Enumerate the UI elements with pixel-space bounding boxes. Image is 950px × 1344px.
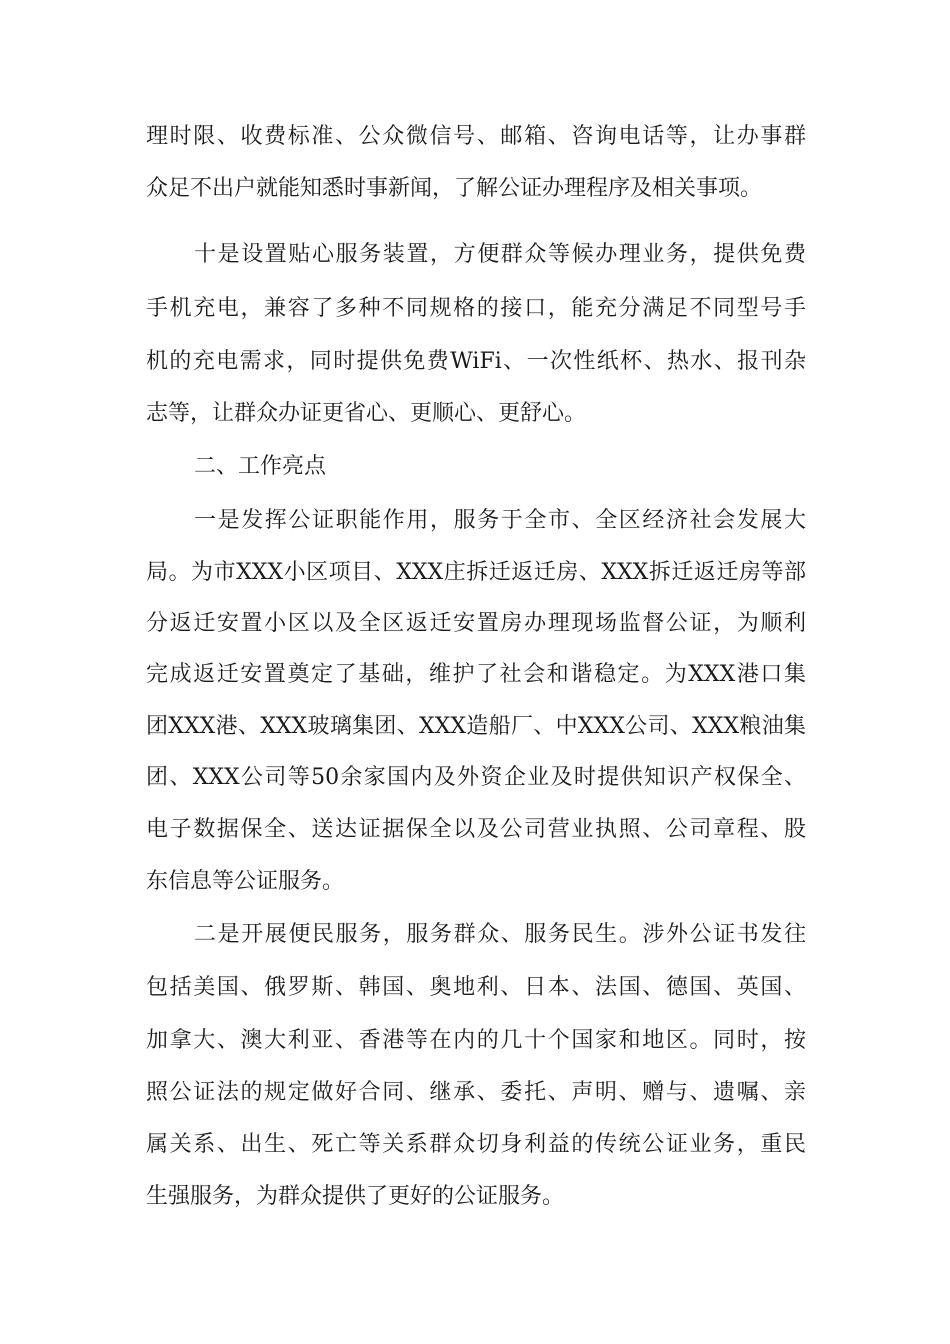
text-line: 机的充电需求，同时提供免费WiFi、一次性纸杯、热水、报刊杂 — [146, 349, 806, 374]
text-line: 照公证法的规定做好合同、继承、委托、声明、赠与、遗嘱、亲 — [146, 1080, 806, 1105]
text-line: 完成返迁安置奠定了基础，维护了社会和谐稳定。为XXX港口集 — [146, 662, 806, 687]
text-line: 局。为市XXX小区项目、XXX庄拆迁返迁房、XXX拆迁返迁房等部 — [146, 560, 806, 585]
text-line: 生强服务，为群众提供了更好的公证服务。 — [146, 1184, 565, 1209]
text-line: 众足不出户就能知悉时事新闻，了解公证办理程序及相关事项。 — [146, 176, 763, 201]
text-line: 手机充电，兼容了多种不同规格的接口，能充分满足不同型号手 — [146, 296, 806, 321]
text-line: 分返迁安置小区以及全区返迁安置房办理现场监督公证，为顺利 — [146, 611, 806, 636]
text-line: 理时限、收费标准、公众微信号、邮箱、咨询电话等，让办事群 — [146, 124, 806, 149]
text-line: 电子数据保全、送达证据保全以及公司营业执照、公司章程、股 — [146, 817, 806, 842]
paragraph-first-line: 一是发挥公证职能作用，服务于全市、全区经济社会发展大 — [194, 508, 806, 533]
text-line: 属关系、出生、死亡等关系群众切身利益的传统公证业务，重民 — [146, 1132, 806, 1157]
text-line: 包括美国、俄罗斯、韩国、奥地利、日本、法国、德国、英国、 — [146, 975, 806, 1000]
text-line: 加拿大、澳大利亚、香港等在内的几十个国家和地区。同时，按 — [146, 1028, 806, 1053]
text-line: 志等，让群众办证更省心、更顺心、更舒心。 — [146, 401, 587, 426]
paragraph-first-line: 二是开展便民服务，服务群众、服务民生。涉外公证书发往 — [194, 922, 806, 947]
text-line: 团、XXX公司等50余家国内及外资企业及时提供知识产权保全、 — [146, 765, 806, 790]
text-line: 东信息等公证服务。 — [146, 869, 345, 894]
section-heading: 二、工作亮点 — [194, 454, 327, 479]
text-line: 团XXX港、XXX玻璃集团、XXX造船厂、中XXX公司、XXX粮油集 — [146, 714, 806, 739]
paragraph-first-line: 十是设置贴心服务装置，方便群众等候办理业务，提供免费 — [194, 242, 806, 267]
